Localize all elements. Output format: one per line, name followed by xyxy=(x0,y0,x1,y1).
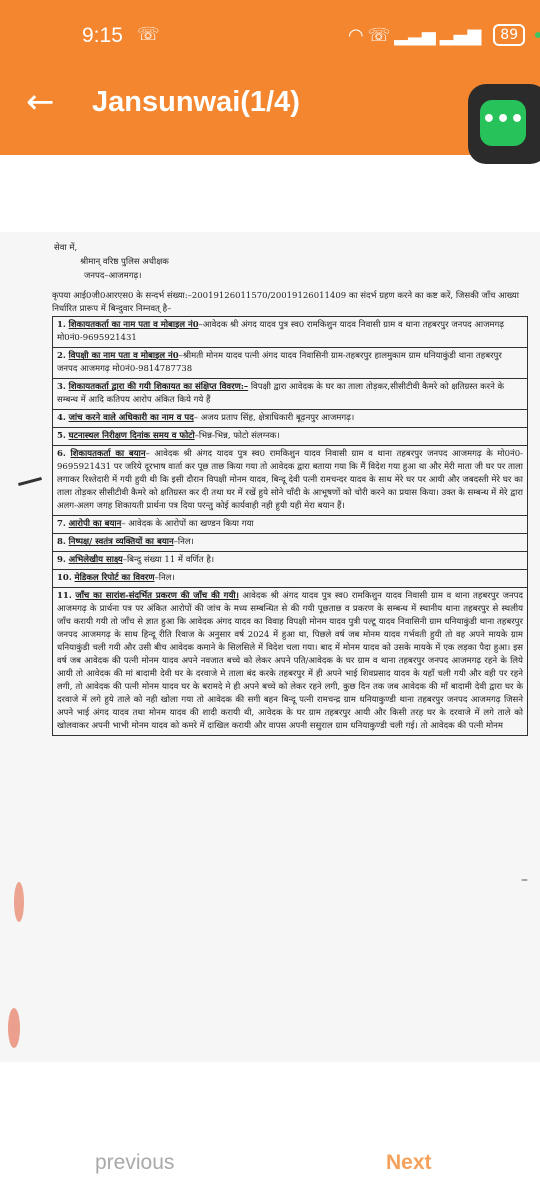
margin-mark: – xyxy=(521,872,528,888)
signal-icon: ▂▃▅ xyxy=(394,24,436,46)
floating-menu xyxy=(468,84,540,164)
row-number: 4. xyxy=(57,413,66,423)
document-image xyxy=(0,232,540,1062)
reference-text: कृपया आई0जी0आरएस0 के सन्दर्भ संख्या:–20019126011570/20019126011409 का संदर्भ ग्रहण करने का कष्ट करें, जिसकी जाँच आख्या निर्धारित प्रारूप में बिन्दुवार निम्नवत् है– xyxy=(52,291,519,314)
salutation-line: जनपद–आजमगढ़। xyxy=(84,271,142,281)
report-row xyxy=(53,570,527,588)
pen-mark xyxy=(18,477,42,486)
row-heading: जाँच का सारांश-संदर्भित प्रकरण की जाँच की गयी। xyxy=(75,591,239,601)
wifi-icon: ◠ xyxy=(348,24,364,46)
row-heading: शिकायतकर्ता द्वारा की गयी शिकायत का संक्षिप्त विवरण:– xyxy=(68,382,249,392)
row-text: –श्रीमती मोनम यादव पत्नी अंगद यादव निवासिनी ग्राम-तहबरपुर हालमुकाम ग्राम धनियाकुंडी थाना तहबरपुर जनपद आजमगढ़ मो0नं0-9814787738 xyxy=(57,351,502,374)
row-number: 1. xyxy=(57,320,66,330)
row-number: 6. xyxy=(57,449,66,459)
report-row xyxy=(53,379,527,410)
row-text: –बिन्दु संख्या 11 में वर्णित है। xyxy=(122,555,215,565)
row-heading: निष्पक्ष/ स्वतंत्र व्यक्तियों का बयान xyxy=(68,537,174,547)
report-row xyxy=(53,428,527,446)
row-number: 11. xyxy=(57,591,72,601)
report-row xyxy=(53,516,527,534)
page-title: Jansunwai(1/4) xyxy=(92,86,300,118)
row-heading: विपक्षी का नाम पता व मोबाइल नं0 xyxy=(68,351,179,361)
report-row xyxy=(53,317,527,348)
report-row xyxy=(53,588,527,735)
next-button[interactable]: Next xyxy=(386,1151,432,1174)
row-text: –आवेदक श्री अंगद यादव पुत्र स्व0 रामकिशुन यादव निवासी ग्राम व थाना तहबरपुर जनपद आजमगढ़ मो0नं0-9695921431 xyxy=(57,320,505,343)
finger-smudge xyxy=(14,882,24,922)
salutation-line: श्रीमान् वरिष्ठ पुलिस अधीक्षक xyxy=(80,257,169,267)
row-text: –निल। xyxy=(154,573,175,583)
row-heading: शिकायतकर्ता का बयान xyxy=(70,449,146,459)
app-bar xyxy=(0,0,540,155)
privacy-dot-icon xyxy=(535,32,540,38)
row-number: 10. xyxy=(57,573,72,583)
phone-missed-icon: ☏ xyxy=(137,24,160,45)
salutation xyxy=(54,242,528,284)
row-number: 7. xyxy=(57,519,66,529)
row-heading: अभिलेखीय साक्ष्य xyxy=(68,555,123,565)
salutation-line: सेवा में, xyxy=(54,243,78,253)
status-time: 9:15 xyxy=(82,24,123,47)
report-row xyxy=(53,534,527,552)
report-row xyxy=(53,552,527,570)
status-bar xyxy=(0,0,540,72)
battery-icon: 89 xyxy=(493,24,525,46)
row-heading: घटनास्थल निरीक्षण दिनांक समय व फोटो xyxy=(68,431,195,441)
row-heading: जांच करने वाले अधिकारी का नाम व पद xyxy=(68,413,194,423)
signal2-icon: ▂▄▆ xyxy=(439,24,482,46)
row-heading: मेडिकल रिपोर्ट का विवरण xyxy=(74,573,155,583)
more-horiz-icon[interactable]: ••• xyxy=(480,100,526,146)
report-row xyxy=(53,446,527,516)
row-heading: आरोपी का बयान xyxy=(68,519,122,529)
row-number: 2. xyxy=(57,351,66,361)
row-text: –भिन्न-भिन्न, फोटो संलग्नक। xyxy=(194,431,280,441)
row-text: – आवेदक के आरोपों का खण्डन किया गया xyxy=(121,519,254,529)
document-text xyxy=(52,242,528,736)
back-arrow-icon[interactable]: ← xyxy=(26,82,55,122)
row-heading: शिकायतकर्ता का नाम पता व मोबाइल नं0 xyxy=(68,320,199,330)
call-icon: ☏ xyxy=(367,24,391,46)
pager xyxy=(0,1135,540,1195)
row-number: 5. xyxy=(57,431,66,441)
row-text: विपक्षी द्वारा आवेदक के घर का ताला तोड़कर,सीसीटीवी कैमरे को क्षतिग्रस्त करने के सम्बन्ध में आदि कतिपय आरोप अंकित किये गये हैं xyxy=(57,382,505,405)
row-text: आवेदक श्री अंगद यादव पुत्र स्व0 रामकिशुन यादव निवासी ग्राम व थाना तहबरपुर जनपद आजमगढ़ के प्रार्थना पत्र पर अंकित आरोपों की जांच के मध्य सम्बन्धित से की गयी पूछताछ व प्रकरण के सम्बन्ध में स्थानीय थाना तहबरपुर से स्थलीय जाँच करायी गयी तो जाँच से ज्ञात हुआ कि आवेदक अंगद यादव का विवाह विपक्षी मोनम यादव पुत्री पल्टू यादव निवासिनी ग्राम धनियाकुंडी थाना तहबरपुर जनपद आजमगढ़ के साथ हिन्दू रीति रिवाज के अनुसार वर्ष 2024 में हुआ था, पिछले वर्ष जब मोनम यादव गर्भवती हुयी तो वह अपने मायके ग्राम धनियाकुंडी चली गयी और उसी बीच आवेदक कमाने के सिलसिले में विदेश चला गया। बाद में मोनम यादव को उसके मायके में एक लड़का पैदा हुआ। इस वर्ष जब आवेदक की पत्नी मोनम यादव अपने नवजात बच्चे को लेकर अपने पति/आवेदक के घर ग्राम व थाना तहबरपुर जनपद आजमगढ़ रहने के लिये आयी तो आवेदक की मां बादामी देवी घर के दरवाजे मे ताला बंद करके तहबरपुर में ही अपने भाई शिवप्रसाद यादव के यहाँ चली गयी और वही पर रहने लगी, तो आवेदक की पत्नी मोनम यादव घर के बरामदे मे ही अपने बच्चे को लेकर रहने लगी, कुछ दिन तक जब आवेदक की माँ बादामी देवी द्वारा घर के दरवाजे में लगे हुये ताले को नही खोला गया तो आवेदक की सगी बहन बिन्दू पत्नी रामचन्द्र ग्राम धनियाकुण्डी थाना तहबरपुर जनपद आजमगढ़ जिसने अपने भाई अंगद यादव तथा मोनम यादव की शादी करायी थी, आवेदक के घर ग्राम तहबरपुर आयी और किसी तरह घर के दरवाजे में लगे ताले को खोलवाकर अपनी भाभी मोनम यादव को कमरे में दाखिल करायी और वापस अपनी ससुराल ग्राम धनियाकुण्डी चली गई। तो आवेदक की पत्नी मोनम xyxy=(57,591,523,731)
row-text: – आवेदक श्री अंगद यादव पुत्र स्व0 रामकिशुन यादव निवासी ग्राम व थाना तहबरपुर जनपद आजमगढ़ के मो0नं0-9695921431 पर जरिये दूरभाष वार्ता कर पूछ ताछ किया गया तो आवेदक द्वारा बताया गया कि मैं विदेश गया हुआ था और मेरी माता जी घर पर ताला लगाकर रिश्तेदारी में गयी हुयी थी कि इसी दौरान विपक्षी मोनम यादव, बिन्दू देवी पत्नी रामचन्दर यादव के साथ मेरे घर पर आयी और जबदस्ती मेरे घर का ताला तोड़कर सीसीटीवी कैमरे को क्षतिग्रस्त कर दी तथा घर में रखें हुये सोने चाँदी के आभूषणों को चोरी करने का प्रयास किया। उक्त के सम्बन्ध में मेरे द्वारा अलग-अलग जगह शिकायती प्रार्थना पत्र दिया परन्तु कोई कार्यवाही नही हुयी यही मेरा बयान हैं। xyxy=(57,449,524,511)
report-row xyxy=(53,348,527,379)
report-row xyxy=(53,410,527,428)
row-number: 9. xyxy=(57,555,66,565)
row-number: 8. xyxy=(57,537,66,547)
row-number: 3. xyxy=(57,382,66,392)
row-text: –निल। xyxy=(173,537,194,547)
previous-button[interactable]: previous xyxy=(95,1151,175,1174)
report-table xyxy=(52,316,528,736)
finger-smudge xyxy=(8,1008,20,1048)
status-icons xyxy=(348,24,540,46)
row-text: – अजय प्रताप सिंह, क्षेत्राधिकारी बूढ़नपुर आजमगढ़। xyxy=(193,413,355,423)
